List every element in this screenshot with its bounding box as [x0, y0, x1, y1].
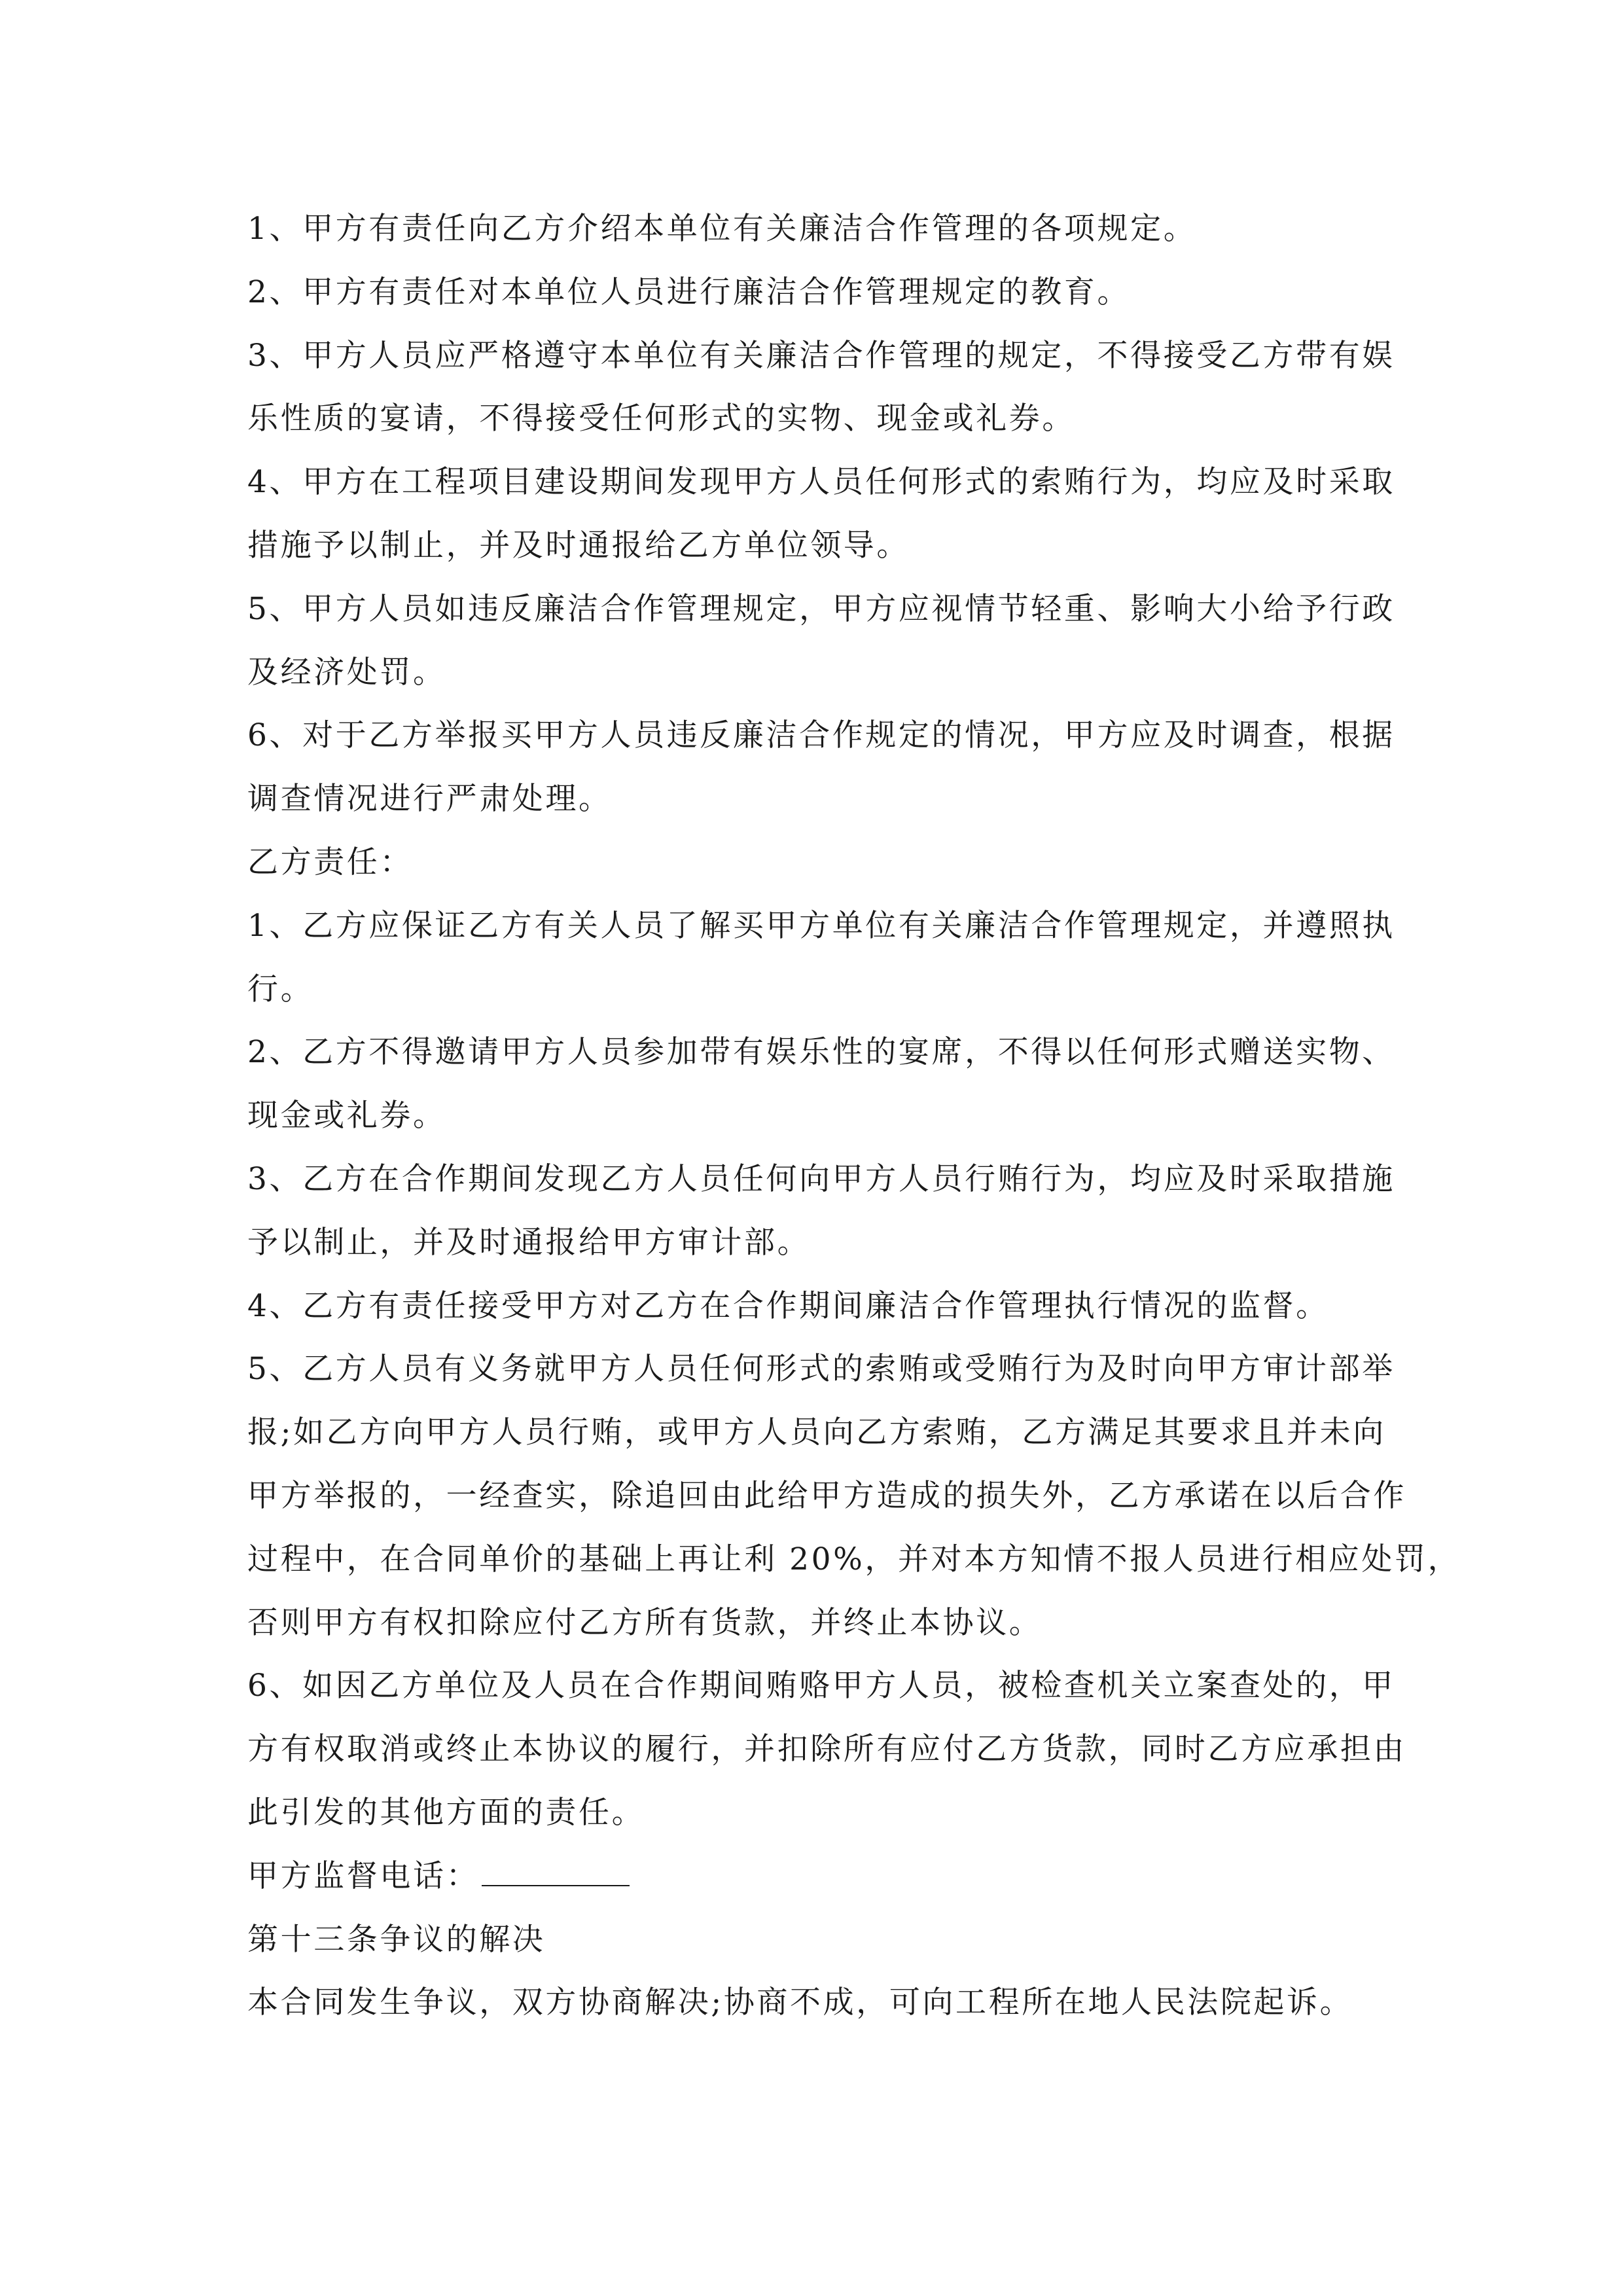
text-line: 4、甲方在工程项目建设期间发现甲方人员任何形式的索贿行为，均应及时采取	[247, 464, 1395, 501]
text-line: 报;如乙方向甲方人员行贿，或甲方人员向乙方索贿，乙方满足其要求且并未向	[247, 1414, 1386, 1451]
text-line: 甲方举报的，一经查实，除追回由此给甲方造成的损失外，乙方承诺在以后合作	[247, 1477, 1406, 1514]
text-line: 1、乙方应保证乙方有关人员了解买甲方单位有关廉洁合作管理规定，并遵照执	[247, 907, 1395, 944]
text-line: 现金或礼券。	[247, 1098, 446, 1134]
text-line: 5、甲方人员如违反廉洁合作管理规定，甲方应视情节轻重、影响大小给予行政	[247, 590, 1395, 627]
text-line: 3、甲方人员应严格遵守本单位有关廉洁合作管理的规定，不得接受乙方带有娱	[247, 337, 1395, 374]
text-line: 否则甲方有权扣除应付乙方所有货款，并终止本协议。	[247, 1604, 1043, 1641]
text-line: 6、如因乙方单位及人员在合作期间贿赂甲方人员，被检查机关立案查处的，甲	[247, 1668, 1395, 1704]
text-line: 方有权取消或终止本协议的履行，并扣除所有应付乙方货款，同时乙方应承担由	[247, 1731, 1406, 1768]
document-body	[247, 198, 1461, 2035]
text-line: 此引发的其他方面的责任。	[247, 1794, 645, 1831]
text-line: 3、乙方在合作期间发现乙方人员任何向甲方人员行贿行为，均应及时采取措施	[247, 1160, 1395, 1197]
text-line: 2、乙方不得邀请甲方人员参加带有娱乐性的宴席，不得以任何形式赠送实物、	[247, 1034, 1395, 1071]
text-line: 乐性质的宴请，不得接受任何形式的实物、现金或礼券。	[247, 401, 1075, 437]
text-line: 5、乙方人员有义务就甲方人员任何形式的索贿或受贿行为及时向甲方审计部举	[247, 1351, 1395, 1388]
text-line: 及经济处罚。	[247, 654, 446, 691]
text-line: 行。	[247, 971, 314, 1007]
dispute-resolution-text: 本合同发生争议，双方协商解决;协商不成，可向工程所在地人民法院起诉。	[247, 1984, 1353, 2021]
text-line: 调查情况进行严肃处理。	[247, 781, 612, 817]
text-line: 6、对于乙方举报买甲方人员违反廉洁合作规定的情况，甲方应及时调查，根据	[247, 717, 1395, 754]
section-heading-party-b: 乙方责任：	[247, 844, 413, 880]
text-line: 过程中，在合同单价的基础上再让利 20%，并对本方知情不报人员进行相应处罚，	[247, 1541, 1461, 1577]
supervision-phone-label: 甲方监督电话：	[247, 1857, 480, 1894]
phone-blank-field	[482, 1859, 630, 1886]
supervision-phone-line	[247, 1845, 1374, 1909]
text-line: 措施予以制止，并及时通报给乙方单位领导。	[247, 527, 910, 564]
text-line: 2、甲方有责任对本单位人员进行廉洁合作管理规定的教育。	[247, 274, 1131, 310]
text-line: 1、甲方有责任向乙方介绍本单位有关廉洁合作管理的各项规定。	[247, 211, 1197, 247]
article-13-title: 第十三条争议的解决	[247, 1921, 546, 1958]
text-line: 4、乙方有责任接受甲方对乙方在合作期间廉洁合作管理执行情况的监督。	[247, 1287, 1329, 1324]
text-line: 予以制止，并及时通报给甲方审计部。	[247, 1224, 811, 1261]
